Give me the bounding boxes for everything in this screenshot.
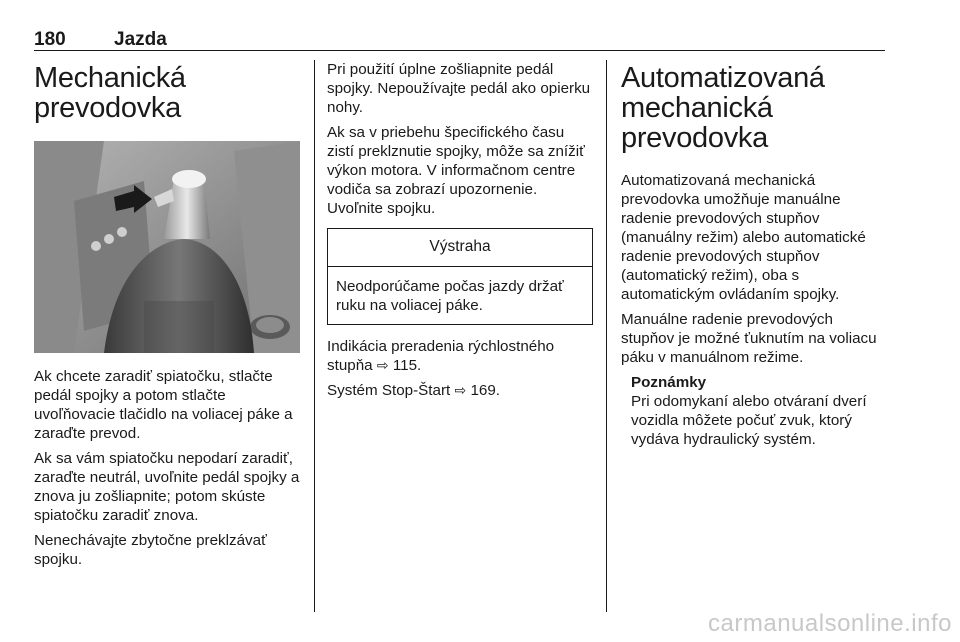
arrow-right-icon: ⇨ bbox=[376, 357, 389, 373]
column-right bbox=[621, 60, 885, 449]
cross-reference[interactable]: Indikácia preradenia rýchlostného stupňa ⇨ 115. bbox=[327, 338, 555, 374]
note-block bbox=[631, 373, 885, 449]
running-title: Jazda bbox=[114, 29, 167, 50]
column-left bbox=[34, 60, 300, 575]
paragraph: Ak sa v priebehu špecifického času zistí preklznutie spojky, môže sa znížiť výkon motora. V informačnom centre vodiča sa zobrazí upozornenie. Uvoľnite spojku. bbox=[327, 124, 585, 217]
paragraph: Automatizovaná mechanická prevodovka umožňuje manuálne radenie prevodových stupňov (manuálny režim) alebo automatické radenie prevodových stupňov (automatický režim), oba s automatickým ovládaním spojky. bbox=[621, 172, 866, 303]
paragraph: Nenechávajte zbytočne preklzávať spojku. bbox=[34, 532, 267, 568]
section-title-manual-gearbox: Mechanická prevodovka bbox=[34, 62, 186, 124]
paragraph: Ak sa vám spiatočku nepodarí zaradiť, zaraďte neutrál, uvoľnite pedál spojky a znova ju zošliapnite; potom skúste spiatočku zaradiť znova. bbox=[34, 450, 300, 524]
paragraph: Pri použití úplne zošliapnite pedál spojky. Nepoužívajte pedál ako opierku nohy. bbox=[327, 61, 591, 116]
arrow-right-icon: ⇨ bbox=[454, 382, 467, 398]
gear-lever-photo bbox=[34, 141, 300, 353]
paragraph: Ak chcete zaradiť spiatočku, stlačte pedál spojky a potom stlačte uvoľňovacie tlačidlo na voliacej páke a zaraďte prevod. bbox=[34, 368, 293, 442]
section-title-automated-gearbox: Automatizovaná mechanická prevodovka bbox=[621, 62, 825, 154]
watermark: carmanualsonline.info bbox=[708, 610, 952, 637]
paragraph: Manuálne radenie prevodových stupňov je možné ťuknutím na voliacu páku v manuálnom režime. bbox=[621, 311, 877, 366]
column-divider bbox=[606, 60, 607, 612]
warning-box bbox=[327, 228, 593, 325]
column-divider bbox=[314, 60, 315, 612]
warning-title: Výstraha bbox=[328, 229, 592, 267]
page-reference[interactable]: 115. bbox=[392, 357, 422, 374]
page-number: 180 bbox=[34, 29, 66, 50]
note-body: Pri odomykaní alebo otváraní dverí vozidla môžete počuť zvuk, ktorý vydáva hydraulický systém. bbox=[631, 393, 867, 448]
column-middle bbox=[327, 60, 593, 406]
page-reference[interactable]: 169. bbox=[470, 382, 500, 399]
page-header bbox=[34, 28, 885, 51]
cross-reference[interactable]: Systém Stop-Štart ⇨ 169. bbox=[327, 382, 500, 399]
warning-body: Neodporúčame počas jazdy držať ruku na voliacej páke. bbox=[336, 278, 564, 314]
note-title: Poznámky bbox=[631, 374, 707, 391]
